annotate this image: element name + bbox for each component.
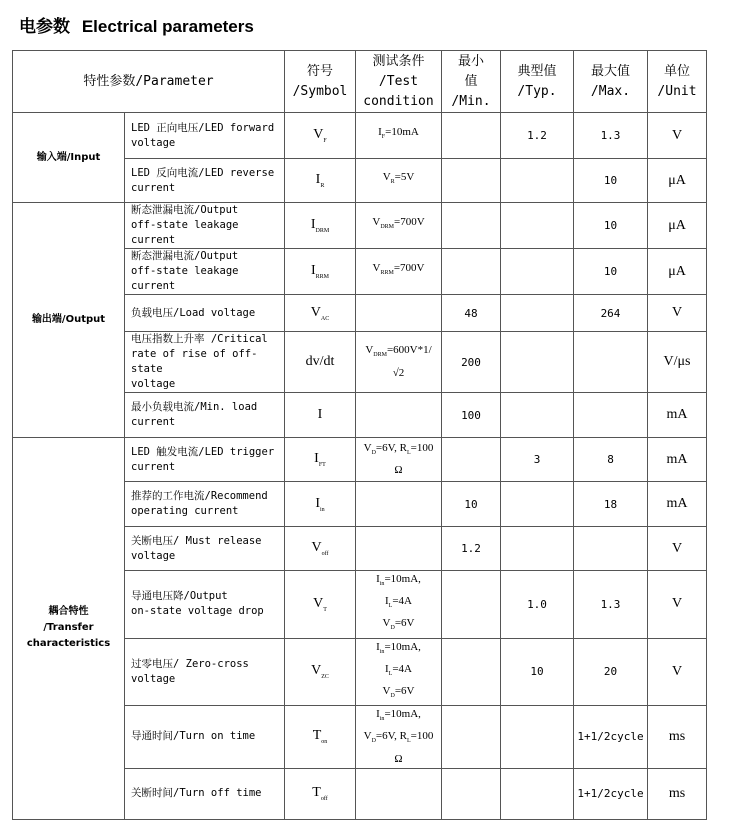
table-row: [13, 113, 707, 159]
max-cell: 20: [574, 638, 648, 706]
unit-cell: mA: [648, 482, 707, 527]
symbol-cell: $I_R$: [285, 159, 356, 203]
min-cell: [442, 438, 501, 482]
min-cell: 200: [442, 332, 501, 393]
max-cell: 10: [574, 203, 648, 249]
param-cell: LED 反向电流/LED reverse current: [125, 159, 285, 203]
param-cell: 关断电压/ Must release voltage: [125, 527, 285, 571]
unit-cell: ms: [648, 768, 707, 819]
symbol-cell: $I_{FT}$: [285, 438, 356, 482]
param-cell: 关断时间/Turn off time: [125, 768, 285, 819]
min-cell: 1.2: [442, 527, 501, 571]
param-cell: 导通电压降/Output on-state voltage drop: [125, 571, 285, 639]
condition-cell: $V_R=5V$: [356, 159, 442, 203]
typ-cell: 1.2: [501, 113, 574, 159]
unit-cell: V: [648, 113, 707, 159]
unit-cell: V/μs: [648, 332, 707, 393]
min-cell: [442, 768, 501, 819]
min-cell: [442, 203, 501, 249]
min-cell: [442, 249, 501, 295]
typ-cell: [501, 203, 574, 249]
unit-cell: mA: [648, 438, 707, 482]
max-cell: [574, 527, 648, 571]
title-english: Electrical parameters: [81, 17, 254, 36]
symbol-cell: I: [285, 393, 356, 438]
max-cell: 264: [574, 295, 648, 332]
header-unit: 单位 /Unit: [648, 51, 707, 113]
typ-cell: [501, 706, 574, 768]
category-input: 输入端/Input: [13, 113, 125, 203]
condition-cell: $I_{in}=10mA$, $I_L=4A$ $V_D=6V$: [356, 638, 442, 706]
header-typ: 典型值 /Typ.: [501, 51, 574, 113]
condition-cell: $I_{in}=10mA$, $V_D=6V$, $R_L=100$ Ω: [356, 706, 442, 768]
unit-cell: μA: [648, 159, 707, 203]
typ-cell: [501, 159, 574, 203]
min-cell: [442, 638, 501, 706]
param-cell: LED 触发电流/LED trigger current: [125, 438, 285, 482]
unit-cell: V: [648, 571, 707, 639]
condition-cell: [356, 482, 442, 527]
typ-cell: [501, 527, 574, 571]
typ-cell: 1.0: [501, 571, 574, 639]
symbol-cell: $V_{AC}$: [285, 295, 356, 332]
unit-cell: V: [648, 638, 707, 706]
param-cell: 负载电压/Load voltage: [125, 295, 285, 332]
header-min: 最小 值 /Min.: [442, 51, 501, 113]
min-cell: [442, 159, 501, 203]
symbol-cell: $V_{off}$: [285, 527, 356, 571]
typ-cell: [501, 295, 574, 332]
param-cell: 最小负载电流/Min. load current: [125, 393, 285, 438]
typ-cell: [501, 482, 574, 527]
max-cell: 10: [574, 249, 648, 295]
condition-cell: [356, 527, 442, 571]
typ-cell: 3: [501, 438, 574, 482]
symbol-cell: $I_{in}$: [285, 482, 356, 527]
max-cell: 18: [574, 482, 648, 527]
symbol-cell: $I_{RRM}$: [285, 249, 356, 295]
min-cell: [442, 571, 501, 639]
param-cell: 断态泄漏电流/Output off-state leakage current: [125, 203, 285, 249]
header-condition: 测试条件 /Test condition: [356, 51, 442, 113]
unit-cell: mA: [648, 393, 707, 438]
condition-cell: [356, 768, 442, 819]
max-cell: 1+1/2cycle: [574, 706, 648, 768]
unit-cell: ms: [648, 706, 707, 768]
typ-cell: 10: [501, 638, 574, 706]
param-cell: 推荐的工作电流/Recommend operating current: [125, 482, 285, 527]
symbol-cell: $T_{on}$: [285, 706, 356, 768]
table-row: [13, 203, 707, 249]
param-cell: 过零电压/ Zero-cross voltage: [125, 638, 285, 706]
unit-cell: μA: [648, 249, 707, 295]
header-symbol: 符号 /Symbol: [285, 51, 356, 113]
condition-cell: $V_{DRM}=700V$: [356, 203, 442, 249]
typ-cell: [501, 393, 574, 438]
header-max: 最大值 /Max.: [574, 51, 648, 113]
param-cell: 电压指数上升率 /Critical rate of rise of off-state voltage: [125, 332, 285, 393]
typ-cell: [501, 332, 574, 393]
condition-cell: $V_{DRM}=600V*1/$ √2: [356, 332, 442, 393]
page-title: [19, 12, 254, 37]
condition-cell: [356, 295, 442, 332]
electrical-parameters-table: [12, 50, 707, 820]
typ-cell: [501, 768, 574, 819]
typ-cell: [501, 249, 574, 295]
condition-cell: [356, 393, 442, 438]
category-transfer: 耦合特性 /Transfer characteristics: [13, 438, 125, 820]
max-cell: [574, 332, 648, 393]
title-chinese: 电参数: [19, 17, 70, 37]
max-cell: [574, 393, 648, 438]
unit-cell: V: [648, 527, 707, 571]
header-parameter: 特性参数/Parameter: [13, 51, 285, 113]
category-output: 输出端/Output: [13, 203, 125, 438]
max-cell: 10: [574, 159, 648, 203]
max-cell: 1.3: [574, 571, 648, 639]
param-cell: LED 正向电压/LED forward voltage: [125, 113, 285, 159]
min-cell: [442, 706, 501, 768]
min-cell: 10: [442, 482, 501, 527]
max-cell: 1.3: [574, 113, 648, 159]
min-cell: 100: [442, 393, 501, 438]
symbol-cell: $T_{off}$: [285, 768, 356, 819]
condition-cell: $I_{in}=10mA$, $I_L=4A$ $V_D=6V$: [356, 571, 442, 639]
symbol-cell: $V_T$: [285, 571, 356, 639]
max-cell: 1+1/2cycle: [574, 768, 648, 819]
condition-cell: $I_F=10mA$: [356, 113, 442, 159]
unit-cell: V: [648, 295, 707, 332]
table-row: [13, 438, 707, 482]
param-cell: 断态泄漏电流/Output off-state leakage current: [125, 249, 285, 295]
condition-cell: $V_{RRM}=700V$: [356, 249, 442, 295]
condition-cell: $V_D=6V$, $R_L=100$ Ω: [356, 438, 442, 482]
symbol-cell: $I_{DRM}$: [285, 203, 356, 249]
symbol-cell: $V_F$: [285, 113, 356, 159]
max-cell: 8: [574, 438, 648, 482]
symbol-cell: $V_{ZC}$: [285, 638, 356, 706]
header-row: [13, 51, 707, 113]
param-cell: 导通时间/Turn on time: [125, 706, 285, 768]
unit-cell: μA: [648, 203, 707, 249]
symbol-cell: dv/dt: [285, 332, 356, 393]
min-cell: 48: [442, 295, 501, 332]
min-cell: [442, 113, 501, 159]
